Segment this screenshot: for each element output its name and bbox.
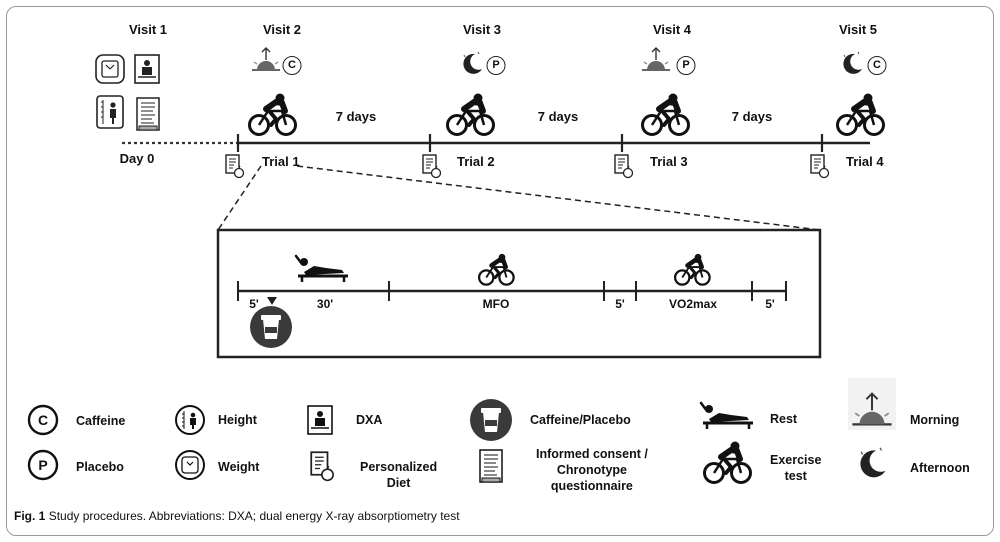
placebo-symbol: P xyxy=(487,56,506,75)
legend-afternoon-label: Afternoon xyxy=(910,461,970,475)
segment-label: 5' xyxy=(249,297,259,311)
legend-caffeine-label: Caffeine xyxy=(76,414,126,428)
caption-text: Study procedures. Abbreviations: DXA; dual energy X-ray absorptiometry test xyxy=(48,509,460,523)
visit-label: Visit 4 xyxy=(652,22,692,37)
trial-label: Trial 2 xyxy=(457,154,495,169)
legend-exercise-icon xyxy=(705,442,751,483)
diet-icon xyxy=(615,155,633,178)
cyclist-icon xyxy=(448,94,494,135)
legend-diet-label xyxy=(360,459,437,491)
visit-label: Visit 5 xyxy=(838,22,878,37)
legend-consent-label xyxy=(536,446,648,494)
interval-label: 7 days xyxy=(731,109,773,124)
trial-detail-box xyxy=(218,230,820,357)
dxa-icon xyxy=(135,55,159,83)
legend-consent-line: Chronotype xyxy=(556,463,627,477)
legend-exercise-line: test xyxy=(784,469,807,483)
diet-icon xyxy=(423,155,441,178)
segment-label: 30' xyxy=(316,297,334,311)
diet-icon xyxy=(811,155,829,178)
caffeine-placebo-icon xyxy=(250,306,292,348)
legend-consent-line: Informed consent / xyxy=(536,447,648,461)
trial-label: Trial 4 xyxy=(846,154,884,169)
legend-rest-label: Rest xyxy=(770,412,798,426)
interval-label: 7 days xyxy=(335,109,377,124)
weight-icon xyxy=(96,55,124,83)
legend-diet-icon xyxy=(311,452,333,480)
legend-dxa-icon xyxy=(308,406,332,434)
legend-placebo-label: Placebo xyxy=(76,460,124,474)
cyclist-icon xyxy=(838,94,884,135)
legend-weight-label: Weight xyxy=(218,460,260,474)
caffeine-symbol: C xyxy=(283,56,302,75)
legend-diet-line: Personalized xyxy=(360,460,438,474)
legend-rest-icon xyxy=(701,403,753,429)
segment-label: MFO xyxy=(482,297,510,311)
legend-exercise-line: Exercise xyxy=(770,453,822,467)
zoom-line-right xyxy=(297,166,820,230)
segment-label: 5' xyxy=(615,297,625,311)
legend-dxa-label: DXA xyxy=(356,413,383,427)
legend-placebo-letter: P xyxy=(38,457,48,473)
visit-label: Visit 1 xyxy=(128,22,168,37)
legend-afternoon-icon xyxy=(860,448,885,478)
placebo-symbol: P xyxy=(677,56,696,75)
legend-morning-icon xyxy=(848,378,896,430)
figure-caption xyxy=(14,509,460,523)
cyclist-icon xyxy=(643,94,689,135)
legend-height-icon xyxy=(176,406,204,434)
segment-label: VO2max xyxy=(668,297,718,311)
caption-label: Fig. 1 xyxy=(14,509,46,523)
visit-label: Visit 3 xyxy=(462,22,502,37)
diet-icon xyxy=(226,155,244,178)
trial-label: Trial 1 xyxy=(262,154,300,169)
legend-diet-line: Diet xyxy=(386,476,411,490)
legend-height-label: Height xyxy=(218,413,257,427)
legend-exercise-label xyxy=(770,452,821,484)
legend-consent-line: questionnaire xyxy=(550,479,633,493)
morning-icon xyxy=(642,48,670,70)
afternoon-icon xyxy=(843,52,862,74)
legend-weight-icon xyxy=(176,451,204,479)
legend-consent-icon xyxy=(480,450,502,482)
legend-caffeine-letter: C xyxy=(37,412,49,428)
height-icon xyxy=(97,96,123,128)
visit-label: Visit 2 xyxy=(262,22,302,37)
day0-label: Day 0 xyxy=(119,151,155,166)
segment-label: 5' xyxy=(765,297,775,311)
legend-morning-label: Morning xyxy=(910,413,960,427)
morning-icon xyxy=(252,48,280,70)
cyclist-icon xyxy=(250,94,296,135)
caffeine-symbol: C xyxy=(868,56,887,75)
interval-label: 7 days xyxy=(537,109,579,124)
legend-caffeine-placebo-label: Caffeine/Placebo xyxy=(530,413,631,427)
afternoon-icon xyxy=(463,52,482,74)
legend-caffeine-placebo-icon xyxy=(470,399,512,441)
trial-label: Trial 3 xyxy=(650,154,688,169)
consent-icon xyxy=(137,98,159,130)
